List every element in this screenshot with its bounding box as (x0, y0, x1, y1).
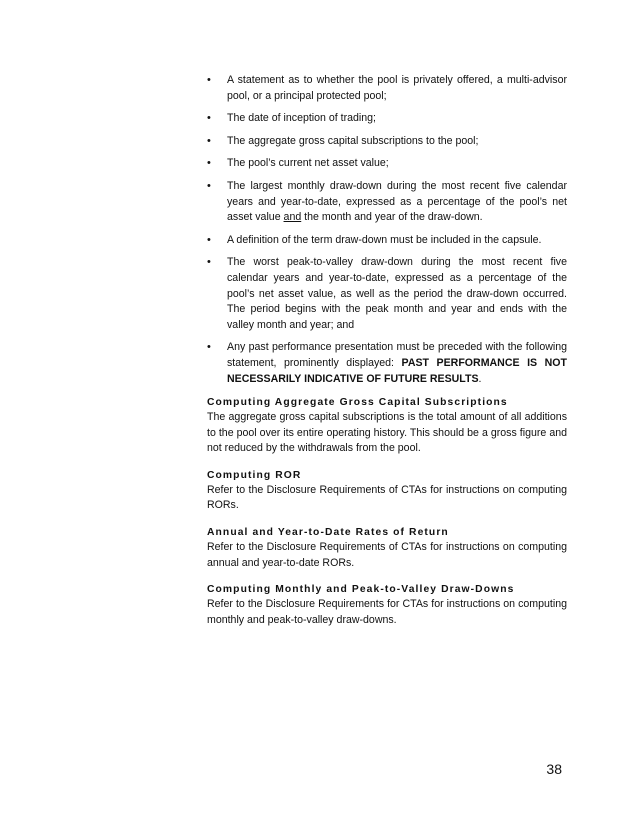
section-heading: Computing Aggregate Gross Capital Subscriptions (207, 397, 508, 409)
list-item-text: Any past performance presentation must be preceded with the following statement, prominently displayed: (227, 341, 567, 369)
section-aggregate-subscriptions (207, 396, 567, 457)
underlined-word: and (283, 211, 302, 224)
list-item-text-end: the month and year of the draw-down. (301, 211, 483, 224)
bullet-icon: • (207, 74, 211, 86)
list-item (207, 179, 567, 226)
list-item (207, 73, 567, 104)
bullet-icon: • (207, 256, 211, 269)
list-item-text: The pool’s current net asset value; (227, 157, 389, 170)
list-item-text-end: . (478, 372, 482, 385)
bullet-icon: • (207, 112, 211, 125)
page-number: 38 (546, 761, 562, 777)
section-heading: Computing Monthly and Peak-to-Valley Draw-Downs (207, 584, 515, 596)
document-body (207, 73, 567, 628)
list-item-text: A statement as to whether the pool is privately offered, a multi-advisor pool, or a principal protected pool; (227, 74, 567, 102)
section-body: Refer to the Disclosure Requirements for CTAs for instructions on computing monthly and peak-to-valley draw-downs. (207, 598, 567, 626)
bullet-icon: • (207, 341, 211, 354)
list-item (207, 111, 567, 127)
list-item-text: The worst peak-to-valley draw-down during the most recent five calendar years and year-to-date, expressed as a percentage of the pool’s net asset value, as well as the period the draw-down occurred. The period begins with the peak month and year and ends with the valley month and year; and (227, 256, 567, 331)
bullet-icon: • (207, 134, 211, 147)
list-item (207, 233, 567, 249)
list-item-text: The largest monthly draw-down during the most recent five calendar years and year-to-date, expressed as a percentage of the pool’s net asset value (227, 179, 567, 224)
section-heading: Computing ROR (207, 469, 302, 481)
section-body: The aggregate gross capital subscriptions is the total amount of all additions to the pool over its entire operating history. This should be a gross figure and not reduced by the withdrawals from the pool. (207, 411, 567, 455)
bullet-icon: • (207, 179, 211, 192)
section-body: Refer to the Disclosure Requirements of CTAs for instructions on computing RORs. (207, 483, 567, 512)
section-annual-ytd-returns (207, 526, 567, 571)
list-item (207, 156, 567, 172)
bullet-icon: • (207, 157, 211, 170)
list-item-text: A definition of the term draw-down must be included in the capsule. (227, 233, 542, 246)
bullet-icon: • (207, 233, 211, 246)
disclaimer-statement: PAST PERFORMANCE IS NOT NECESSARILY INDICATIVE OF FUTURE RESULTS (227, 356, 567, 385)
section-heading: Annual and Year-to-Date Rates of Return (207, 527, 449, 539)
requirements-list (207, 73, 567, 387)
section-computing-ror (207, 469, 567, 514)
list-item (207, 340, 567, 387)
list-item-text: The date of inception of trading; (227, 112, 377, 125)
section-body: Refer to the Disclosure Requirements of CTAs for instructions on computing annual and year-to-date RORs. (207, 541, 567, 569)
list-item (207, 134, 567, 150)
section-draw-downs (207, 583, 567, 628)
list-item (207, 255, 567, 333)
list-item-text: The aggregate gross capital subscriptions to the pool; (227, 134, 479, 147)
